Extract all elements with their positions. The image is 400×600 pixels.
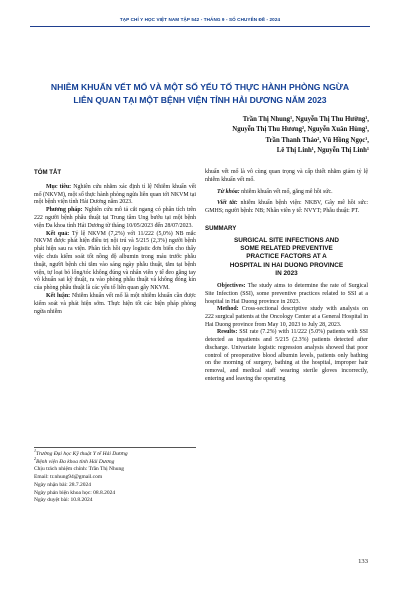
en-method-paragraph [205,306,368,329]
footnotes [34,448,204,505]
article-title-line-1: NHIỄM KHUẨN VẾT MỔ VÀ MỘT SỐ YẾU TỐ THỰC HÀNH PHÒNG NGỪA [50,82,350,92]
vi-results-paragraph [34,231,196,293]
left-column [34,169,196,316]
header-divider [30,26,370,27]
english-title-line-3: PRACTICE FACTORS AT A [246,253,327,261]
article-title-line-2: LIÊN QUAN TẠI MỘT BỆNH VIỆN TỈNH HẢI DƯƠNG NĂM 2023 [73,94,327,105]
right-column [205,169,368,383]
abstract-en-heading: SUMMARY [205,224,237,232]
footnote-reviewed: Ngày phản biện khoa học: 08.8.2024 [34,489,116,496]
vi-objectives-label: Mục tiêu: [46,183,72,190]
en-method-label: Method: [217,306,239,313]
vi-keywords-text: nhiễm khuẩn vết mổ, găng mê hồi sức. [241,188,333,195]
en-method-text: Cross-sectional descriptive study with analysis on 222 surgical patients at the Oncology Center at a General Hospital in Hai Duong province from May 10, 2023 to July 28, 2023. [205,306,368,328]
footnote-divider [34,447,196,448]
en-objectives-paragraph [205,283,368,306]
journal-header: TẠP CHÍ Y HỌC VIỆT NAM TẬP 542 - THÁNG 9 - SỐ CHUYÊN ĐỀ - 2024 [119,17,281,22]
vi-objectives-text: Nghiên cứu nhằm xác định tỉ lệ Nhiễm khuẩn vết mổ (NKVM), một số thực hành phòng ngừa liên quan tới NKVM tại một bệnh viện tỉnh Hải Dương năm 2023. [34,183,196,206]
footnote-received: Ngày nhận bài: 28.7.2024 [34,481,91,488]
author-line-2: Nguyễn Thị Thu Hương², Nguyễn Xuân Hùng¹, [232,126,369,134]
vi-method-paragraph [34,207,196,230]
en-objectives-label: Objectives: [217,283,246,290]
vi-method-text: Nghiên cứu mô tả cắt ngang có phân tích trên 222 người bệnh phẫu thuật tại Trung tâm Ung bướu tại một bệnh viện Đa khoa tỉnh Hải Dương từ tháng 10/05/2023 đến 28/07/2023. [34,207,196,229]
english-title-line-4: HOSPITAL IN HAI DUONG PROVINCE [229,261,344,269]
author-line-1: Trần Thị Nhung¹, Nguyễn Thị Thu Hường¹, [242,116,369,123]
vi-objectives-paragraph [34,184,196,207]
footnote-affiliation-2: $^2$Bệnh viện Đa khoa tỉnh Hải Dương [34,455,115,465]
vi-abbreviations-label: Viết tắt: [217,200,238,207]
article-title [40,81,360,106]
en-results-label: Results: [217,329,238,336]
vi-conclusion-text: Nhiễm khuẩn vết mổ là một nhiễm khuẩn cần được kiểm soát và phát hiện sớm. Thực hiện tốt các biện pháp phòng ngừa nhiễm [34,292,196,315]
vi-conclusion-continued [205,169,368,185]
vi-conclusion-paragraph [34,293,196,316]
vi-abbreviations-text: nhiễm khuẩn bệnh viện: NKBV, Gây mê hồi sức: GMHS; người bệnh: NB; Nhân viên y tế: NVYT; Phẫu thuật: PT. [205,200,368,215]
footnote-email: Email: tr.nhung94@gmail.com [34,474,103,481]
en-results-text: SSI rate (7.2%) with 11/222 (5.0%) patients with SSI detected as inpatients and 5/215 (2.3%) patients detected after discharge. Univariate logistic regression analysis showed that poor control of preoperative blood albumin levels, patients only bathing on the morning of surgery, bathing at the hospital, improper hair removal, and medical staff wearing sterile gloves incorrectly, entering and leaving the operating [205,329,368,382]
english-title-line-1: SURGICAL SITE INFECTIONS AND [233,236,340,244]
english-title-line-5: IN 2023 [275,269,298,277]
footnote-corresponding: Chịu trách nhiệm chính: Trần Thị Nhung [34,466,125,473]
vi-results-text: Tỷ lệ NKVM (7,2%) với 11/222 (5,0%) NB mắc NKVM được phát hiện điều trị nội trú và 5/215 (2,3%) người bệnh phát hiện sau ra viện. Phân tích hồi quy logistic đơn biến cho thấy việc chưa kiểm soát tốt nồng độ albumin trong máu trước phẫu thuật, người bệnh chỉ tắm vào sáng ngày phẫu thuật, tắm tại bệnh viện, tự loại bỏ lông/tóc không đúng và nhân viên y tế đeo găng tay vô khuẩn sai kỹ thuật, ra vào phòng phẫu thuật và không đóng kín của phòng phẫu thuật là các yếu tố liên quan gây NKVM. [34,230,196,292]
author-line-4: Lê Thị Linh¹, Nguyễn Thị Linh¹ [276,146,369,154]
english-title [205,237,368,278]
vi-results-label: Kết quả: [46,230,70,237]
english-title-line-2: SOME RELATED PREVENTIVE [240,245,333,253]
vi-keywords-paragraph [205,189,368,197]
author-list [129,115,369,156]
abstract-vi-heading: TÓM TẮT [34,169,62,176]
vi-conclusion-text-tail: khuẩn vết mổ là vô cùng quan trọng và cấp thiết nhằm giảm tỷ lệ nhiễm khuẩn vết mổ. [205,169,368,183]
en-results-paragraph [205,329,368,383]
footnote-approved: Ngày duyệt bài: 10.8.2024 [34,497,93,504]
vi-abbreviations-paragraph [205,200,368,216]
footnote-affiliation-1: $^1$Trường Đại học Kỹ thuật Y tế Hải Dương [34,448,128,457]
vi-conclusion-label: Kết luận: [46,292,71,299]
vi-method-label: Phương pháp: [46,207,83,214]
en-objectives-text: The study aims to determine the rate of Surgical Site Infection (SSI), some preventive practices related to SSI at a hospital in Hai Duong province in 2023. [205,283,368,305]
vi-keywords-label: Từ khóa: [217,188,240,195]
page-number: 133 [358,558,368,565]
author-line-3: Trần Thanh Thảo², Vũ Hồng Ngọc¹, [265,136,369,144]
